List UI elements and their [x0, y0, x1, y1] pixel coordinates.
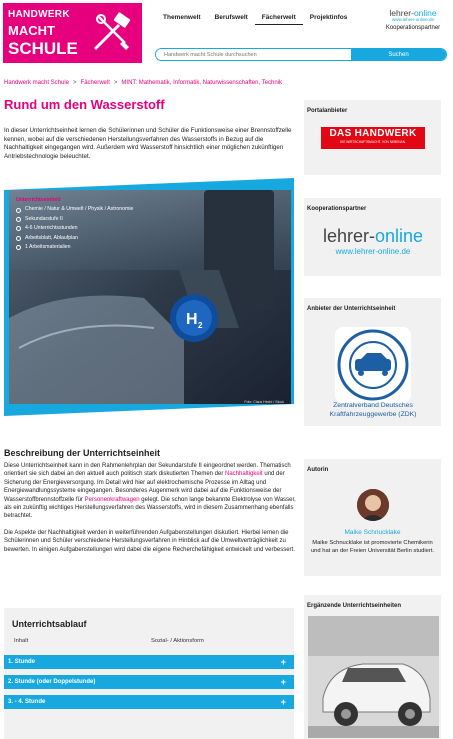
tools-icon [89, 9, 137, 57]
fact-materials [16, 234, 286, 243]
facts-heading-label: Unterrichtseinheit [16, 197, 61, 203]
avatar-image [357, 489, 389, 521]
sidebar-portal-box [304, 100, 441, 175]
nav-projektinfos[interactable]: Projektinfos [309, 14, 348, 21]
sidebar-heading: Kooperationspartner [307, 206, 367, 212]
lesson-plan [4, 608, 294, 739]
main-nav [156, 11, 354, 25]
lehrer-online-url: www.lehrer-online.de [335, 247, 411, 256]
document-icon [16, 236, 21, 241]
facts-box [16, 196, 286, 252]
description-paragraph-1 [4, 462, 296, 521]
logo-line-3: SCHULE [8, 39, 78, 58]
clock-icon [16, 226, 21, 231]
das-handwerk-logo-text: DAS HANDWERK [329, 128, 417, 139]
search-button[interactable]: Suchen [351, 49, 446, 60]
partner-label: Kooperationspartner [385, 25, 441, 31]
fact-label: 1 Arbeitsmaterialien [25, 243, 71, 250]
lehrer-online-logo[interactable] [318, 226, 428, 256]
hero-image [4, 178, 294, 416]
description-heading: Beschreibung der Unterrichtseinheit [4, 448, 161, 458]
fact-duration [16, 224, 286, 233]
fact-subjects [16, 205, 286, 214]
breadcrumb [4, 80, 282, 86]
kfz-gewerbe-logo[interactable] [333, 325, 413, 405]
fact-label: Chemie / Natur & Umwelt / Physik / Astronomie [25, 206, 134, 213]
sidebar-heading: Portalanbieter [307, 108, 348, 114]
plus-icon: + [280, 657, 286, 667]
photo-credit: Foto: Claus Hecht / Stock [244, 400, 284, 404]
fact-downloads[interactable] [16, 243, 286, 252]
svg-text:H: H [186, 311, 198, 328]
fact-label: Sekundarstufe II [25, 215, 63, 222]
das-handwerk-logo-claim: DIE WIRTSCHAFTSMACHT. VON NEBENAN. [340, 140, 406, 144]
svg-text:2: 2 [198, 321, 203, 330]
plus-icon: + [280, 697, 286, 707]
column-header-inhalt: Inhalt [14, 638, 29, 644]
lehrer-online-brand [318, 226, 428, 247]
fact-label: 4-6 Unterrichtsstunden [25, 225, 78, 232]
plus-icon: + [280, 677, 286, 687]
text-span: Diese Unterrichtseinheit kann in den Rahmenlehrplan der Sekundarstufe II eingeordnet werden. Thematisch orientiert sie sich dabei an den aktuell auch politisch stark diskutierten Themen der [4, 463, 291, 478]
sidebar-heading: Autorin [307, 467, 329, 473]
column-header-sozialform: Sozial- / Aktionsform [151, 638, 204, 644]
description-body [4, 462, 296, 562]
brand-part: online [374, 226, 424, 246]
lesson-plan-title: Unterrichtsablauf [12, 619, 87, 629]
lesson-plan-columns [14, 638, 284, 644]
accordion-row[interactable] [4, 655, 294, 669]
nav-themenwelt[interactable]: Themenwelt [163, 14, 201, 21]
accordion-row[interactable] [4, 695, 294, 709]
accordion-label: 2. Stunde (oder Doppelstunde) [8, 679, 96, 685]
sidebar-partner-box [304, 198, 441, 276]
author-name[interactable]: Maike Schnucklake [344, 529, 401, 536]
sidebar-author-box [304, 459, 441, 576]
site-logo[interactable] [3, 3, 142, 63]
accordion-row[interactable] [4, 675, 294, 689]
das-handwerk-logo[interactable] [321, 127, 425, 149]
nav-faecherwelt[interactable]: Fächerwelt [255, 11, 303, 25]
description-paragraph-2: Die Aspekte der Nachhaltigkeit werden in weiterführenden Aufgabenstellungen diskutiert. Hierbei lernen die Schülerinnen und Schüler verschiedene Herstellungsverfahren in Hinblick auf die Umweltverträglichkeit zu bewerten. In einigen Aufgabenstellungen wird dabei die eigene Recherchefähigkeit entwickelt und verbessert. [4, 529, 295, 553]
link-nachhaltigkeit[interactable]: Nachhaltigkeit [225, 471, 263, 478]
logo-line-1: HANDWERK [8, 9, 70, 20]
breadcrumb-item-home[interactable]: Handwerk macht Schule [4, 80, 70, 86]
fact-level [16, 215, 286, 224]
search-input[interactable] [156, 49, 351, 60]
accordion-label: 3. - 4. Stunde [8, 699, 46, 705]
page-intro: In dieser Unterrichtseinheit lernen die Schülerinnen und Schüler die Funktionsweise einer Brennstoffzelle kennen, wobei auf die verschiedenen Herstellungsverfahren des Wasserstoffs in Bezug auf die Nachhaltigkeit eingegangen wird. Außerdem wird Wasserstoff hinsichtlich einer möglichen zukünftigen Antriebstechnologie beleuchtet. [4, 127, 292, 160]
facts-heading [16, 196, 286, 205]
page-title: Rund um den Wasserstoff [4, 97, 165, 112]
level-icon [16, 217, 21, 222]
sidebar-heading: Anbieter der Unterrichtseinheit [307, 306, 396, 312]
sidebar-related-box [304, 595, 441, 739]
sidebar-heading: Ergänzende Unterrichtseinheiten [307, 603, 402, 609]
text-span: gelegt. Die schon lange bekannte Elektrolyse von Wasser, als ein zukünftig wichtiges Herstellungsverfahren des Wasserstoffs, wird in diesem Zusammenhang ebenfalls betrachtet. [4, 496, 296, 520]
sidebar-provider-box [304, 298, 441, 426]
nav-berufswelt[interactable]: Berufswelt [214, 14, 248, 21]
provider-name: Zentralverband Deutsches Kraftfahrzeuggewerbe (ZDK) [329, 402, 417, 418]
download-icon [16, 245, 21, 250]
related-unit-image[interactable] [308, 616, 439, 738]
fact-label: Arbeitsblatt, Ablaufplan [25, 234, 79, 241]
breadcrumb-item-mint[interactable]: MINT: Mathematik, Informatik, Naturwissenschaften, Technik [121, 80, 283, 86]
breadcrumb-separator: > [113, 80, 118, 86]
accordion-label: 1. Stunde [8, 659, 36, 665]
partner-brand-a: lehrer- [389, 8, 414, 18]
author-avatar [357, 489, 389, 521]
logo-line-2: MACHT [8, 23, 55, 38]
partner-url: www.lehrer-online.de [391, 17, 435, 22]
search-bar [155, 48, 447, 61]
partner-header-logo[interactable] [378, 8, 448, 31]
subjects-icon [16, 208, 21, 213]
author-bio: Maike Schnucklake ist promovierte Chemikerin und hat an der Freien Universität Berlin studiert. [310, 540, 435, 554]
breadcrumb-separator: > [73, 80, 77, 86]
partner-brand-b: online [413, 8, 437, 18]
text-span: und der Sicherung der Energieversorgung. Im Detail wird hier auf elektrochemische Prozesse im Alltag und Energiewandlungssysteme eingegangen. Besonderes Augenmerk wird dabei auf die Funktionsweise der Wasserstoffbrennstoffzelle für [4, 471, 285, 503]
link-personenkraftwagen[interactable]: Personenkraftwagen [84, 496, 140, 503]
site-header [0, 0, 453, 72]
breadcrumb-item-faecherwelt[interactable]: Fächerwelt [80, 80, 110, 86]
brand-part: lehrer- [322, 226, 375, 246]
